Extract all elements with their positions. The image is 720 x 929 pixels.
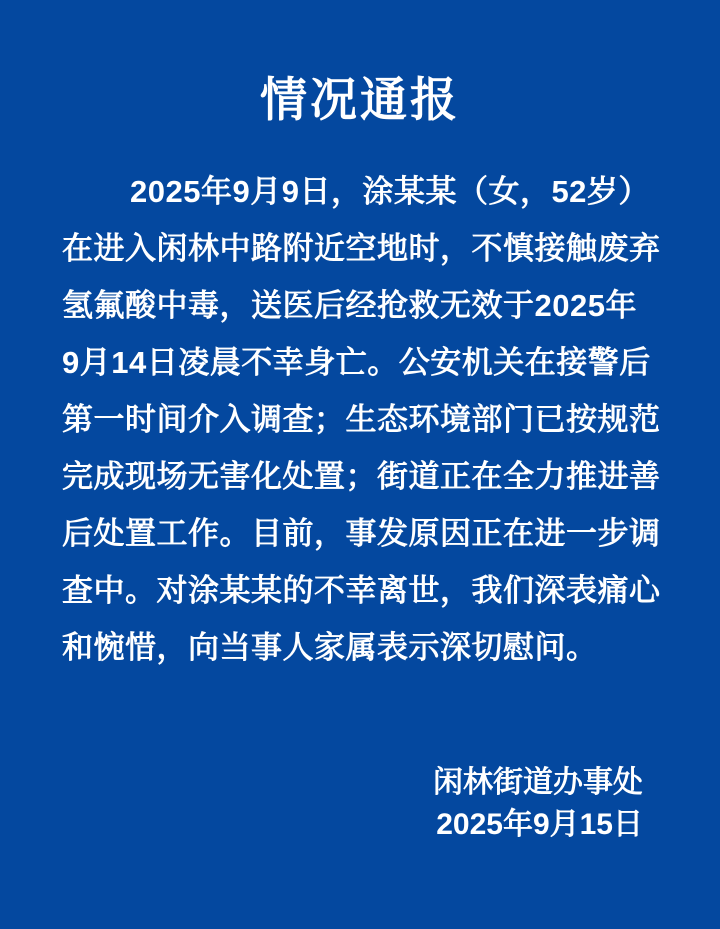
notice-title: 情况通报 xyxy=(260,73,460,126)
issuer-name: 闲林街道办事处 xyxy=(433,766,643,799)
body-line-2: 在进入闲林中路附近空地时，不慎接触废弃 xyxy=(62,231,661,266)
body-line-8: 查中。对涂某某的不幸离世，我们深表痛心 xyxy=(62,573,661,608)
signature-block xyxy=(0,762,720,846)
issue-date: 2025年9月15日 xyxy=(436,808,643,841)
body-line-3: 氢氟酸中毒，送医后经抢救无效于2025年 xyxy=(62,288,637,323)
body-line-5: 第一时间介入调查；生态环境部门已按规范 xyxy=(62,402,661,437)
body-line-4: 9月14日凌晨不幸身亡。公安机关在接警后 xyxy=(62,345,651,380)
body-line-7: 后处置工作。目前，事发原因正在进一步调 xyxy=(62,516,661,551)
body-line-6: 完成现场无害化处置；街道正在全力推进善 xyxy=(62,459,661,494)
notice-body xyxy=(0,163,720,676)
body-line-9: 和惋惜，向当事人家属表示深切慰问。 xyxy=(62,630,598,665)
body-line-1: 2025年9月9日，涂某某（女，52岁） xyxy=(130,174,650,209)
